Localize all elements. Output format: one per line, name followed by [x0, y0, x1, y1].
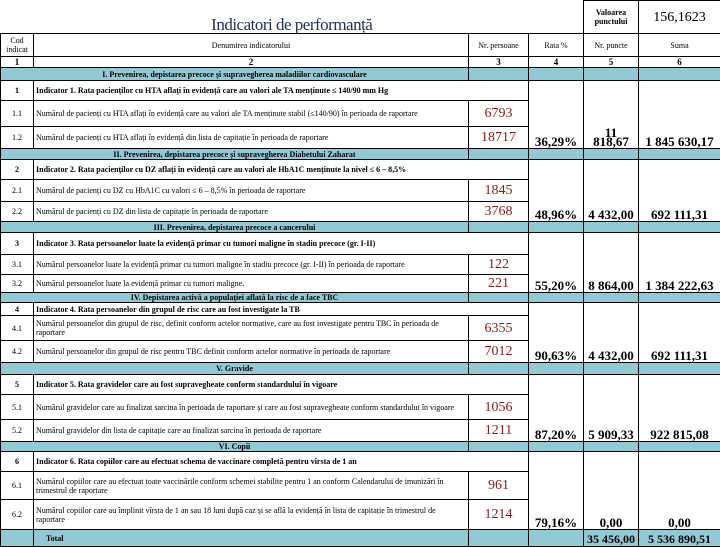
column-number: 4 — [529, 57, 584, 68]
row-code: 6.2 — [1, 500, 34, 530]
section-cell — [469, 442, 529, 452]
row-persons: 7012 — [469, 341, 529, 363]
row-code: 5.1 — [1, 395, 34, 420]
section-title: I. Prevenirea, depistarea precoce și supravegherea maladiilor cardiovasculare — [1, 68, 469, 81]
indicator-row — [1, 160, 720, 180]
indicator-code: 4 — [1, 303, 34, 316]
indicator-row — [1, 375, 720, 395]
indicator-rate: 36,29% — [529, 81, 584, 149]
row-description: Numărul persoanelor din grupul de risc, definit conform actelor normative, care au fost investigate pentru TBC în perioada de raportare — [34, 316, 469, 341]
indicator-rate: 48,96% — [529, 160, 584, 222]
section-cell — [584, 222, 639, 233]
section-cell — [584, 149, 639, 160]
row-description: Numărul copiilor care au efectuat toate vaccinările conform schemei stabilite pentru 1 an conform Calendarului de imunizări în trimestrul de raportare — [34, 472, 469, 500]
indicator-points: 8 864,00 — [584, 233, 639, 293]
point-value: 156,1623 — [639, 1, 720, 34]
indicator-rate: 79,16% — [529, 452, 584, 530]
section-cell — [529, 293, 584, 303]
section-cell — [529, 363, 584, 375]
indicator-points: 11 818,67 — [584, 81, 639, 149]
indicator-code: 1 — [1, 81, 34, 101]
row-code: 2.1 — [1, 180, 34, 202]
row-persons: 18717 — [469, 127, 529, 149]
row-code: 5.2 — [1, 420, 34, 442]
row-persons: 221 — [469, 275, 529, 293]
section-cell — [469, 68, 529, 81]
section-cell — [584, 442, 639, 452]
section-cell — [639, 68, 720, 81]
indicator-rate: 87,20% — [529, 375, 584, 442]
section-cell — [584, 363, 639, 375]
indicator-title: Indicator 6. Rata copiilor care au efectuat schema de vaccinare completă pentru vîrsta de 1 an — [34, 452, 529, 472]
total-cell — [1, 530, 34, 547]
indicator-points: 0,00 — [584, 452, 639, 530]
total-points: 35 456,00 — [584, 530, 639, 547]
row-persons: 3768 — [469, 202, 529, 222]
indicator-rate: 90,63% — [529, 303, 584, 363]
section-title: VI. Copii — [1, 442, 469, 452]
total-label: Total — [34, 530, 469, 547]
row-code: 4.1 — [1, 316, 34, 341]
section-row — [1, 149, 720, 160]
row-description: Numărul gravidelor care au finalizat sarcina în perioada de raportare și care au fost supravegheate conform standardului în vigoare — [34, 395, 469, 420]
section-row — [1, 68, 720, 81]
row-persons: 1056 — [469, 395, 529, 420]
indicator-sum: 0,00 — [639, 452, 720, 530]
indicator-code: 2 — [1, 160, 34, 180]
row-persons: 961 — [469, 472, 529, 500]
total-sum: 5 536 890,51 — [639, 530, 720, 547]
section-row — [1, 222, 720, 233]
indicator-row — [1, 81, 720, 101]
section-cell — [639, 363, 720, 375]
row-persons: 1211 — [469, 420, 529, 442]
indicator-code: 6 — [1, 452, 34, 472]
row-persons: 1214 — [469, 500, 529, 530]
row-persons: 6793 — [469, 101, 529, 127]
section-cell — [529, 442, 584, 452]
indicator-sum: 1 845 630,17 — [639, 81, 720, 149]
row-persons: 1845 — [469, 180, 529, 202]
section-cell — [469, 222, 529, 233]
row-code: 1.2 — [1, 127, 34, 149]
point-value-label: Valoarea punctului — [584, 1, 639, 34]
section-cell — [529, 149, 584, 160]
row-description: Numărul de pacienți cu HTA aflați în evidență din lista de capitație în perioada de raportare — [34, 127, 469, 149]
row-description: Numărul copiilor care au împlinit vîrsta de 1 an sau 18 luni după caz și se află la evidență în lista de capitație în trimestrul de raportare — [34, 500, 469, 530]
total-row — [1, 530, 720, 547]
section-row — [1, 442, 720, 452]
section-title: IV. Depistarea activă a populației aflată la risc de a face TBC — [1, 293, 469, 303]
indicator-code: 3 — [1, 233, 34, 255]
indicator-sum: 692 111,31 — [639, 303, 720, 363]
row-code: 4.2 — [1, 341, 34, 363]
row-code: 3.1 — [1, 255, 34, 275]
indicator-sum: 1 384 222,63 — [639, 233, 720, 293]
indicator-code: 5 — [1, 375, 34, 395]
section-cell — [529, 68, 584, 81]
indicator-sum: 692 111,31 — [639, 160, 720, 222]
page-title: Indicatori de performanță — [1, 1, 584, 34]
section-cell — [639, 442, 720, 452]
section-title: V. Gravide — [1, 363, 469, 375]
indicator-row — [1, 233, 720, 255]
indicator-rate: 55,20% — [529, 233, 584, 293]
header-name: Denumirea indicatorului — [34, 34, 469, 57]
row-code: 1.1 — [1, 101, 34, 127]
indicator-points: 4 432,00 — [584, 160, 639, 222]
section-row — [1, 363, 720, 375]
section-cell — [639, 293, 720, 303]
total-cell — [469, 530, 529, 547]
indicator-title: Indicator 2. Rata pacienților cu DZ aflați în evidență care au valori ale HbA1C menținute la nivel ≤ 6 – 8,5% — [34, 160, 529, 180]
section-cell — [529, 222, 584, 233]
column-number: 3 — [469, 57, 529, 68]
header-points: Nr. puncte — [584, 34, 639, 57]
section-title: II. Prevenirea, depistarea precoce și supravegherea Diabetului Zaharat — [1, 149, 469, 160]
column-number: 2 — [34, 57, 469, 68]
row-description: Numărul de pacienți cu HTA aflați în evidență care au valori ale TA menținute stabil (≤140/90) în perioada de raportare — [34, 101, 469, 127]
section-cell — [469, 149, 529, 160]
header-persons: Nr. persoane — [469, 34, 529, 57]
row-description: Numărul persoanelor luate la evidență primar cu tumori maligne în stadiu precoce (gr. I-II) în perioada de raportare — [34, 255, 469, 275]
header-sum: Suma — [639, 34, 720, 57]
indicator-points: 4 432,00 — [584, 303, 639, 363]
indicator-title: Indicator 4. Rata persoanelor din grupul de risc care au fost investigate la TB — [34, 303, 529, 316]
header-code: Cod indicat — [1, 34, 34, 57]
row-description: Numărul gravidelor din lista de capitație care au finalizat sarcina în perioada de raportare — [34, 420, 469, 442]
header-rate: Rata % — [529, 34, 584, 57]
section-cell — [639, 149, 720, 160]
row-persons: 6355 — [469, 316, 529, 341]
section-row — [1, 293, 720, 303]
section-title: III. Prevenirea, depistarea precoce a cancerului — [1, 222, 469, 233]
indicator-title: Indicator 3. Rata persoanelor luate la evidență primar cu tumori maligne în stadiu precoce (gr. I-II) — [34, 233, 529, 255]
indicator-title: Indicator 1. Rata pacienților cu HTA aflați în evidență care au valori ale TA menținute ≤ 140/90 mm Hg — [34, 81, 529, 101]
row-code: 2.2 — [1, 202, 34, 222]
indicator-row — [1, 303, 720, 316]
row-description: Numărul de pacienți cu DZ din lista de capitație în perioada de raportare — [34, 202, 469, 222]
section-cell — [639, 222, 720, 233]
indicator-sum: 922 815,08 — [639, 375, 720, 442]
section-cell — [584, 68, 639, 81]
section-cell — [469, 293, 529, 303]
row-description: Numărul persoanelor luate la evidență primar cu tumori maligne. — [34, 275, 469, 293]
column-number: 1 — [1, 57, 34, 68]
row-description: Numărul de pacienți cu DZ cu HbA1C cu valori ≤ 6 – 8,5% în perioada de raportare — [34, 180, 469, 202]
total-cell — [529, 530, 584, 547]
section-cell — [469, 363, 529, 375]
row-code: 6.1 — [1, 472, 34, 500]
row-description: Numărul persoanelor din grupul de risc pentru TBC definit conform actelor normative în perioada de raportare — [34, 341, 469, 363]
column-number: 5 — [584, 57, 639, 68]
section-cell — [584, 293, 639, 303]
column-number: 6 — [639, 57, 720, 68]
row-persons: 122 — [469, 255, 529, 275]
row-code: 3.2 — [1, 275, 34, 293]
indicator-points: 5 909,33 — [584, 375, 639, 442]
indicator-row — [1, 452, 720, 472]
indicator-title: Indicator 5. Rata gravidelor care au fost supravegheate conform standardului în vigoare — [34, 375, 529, 395]
